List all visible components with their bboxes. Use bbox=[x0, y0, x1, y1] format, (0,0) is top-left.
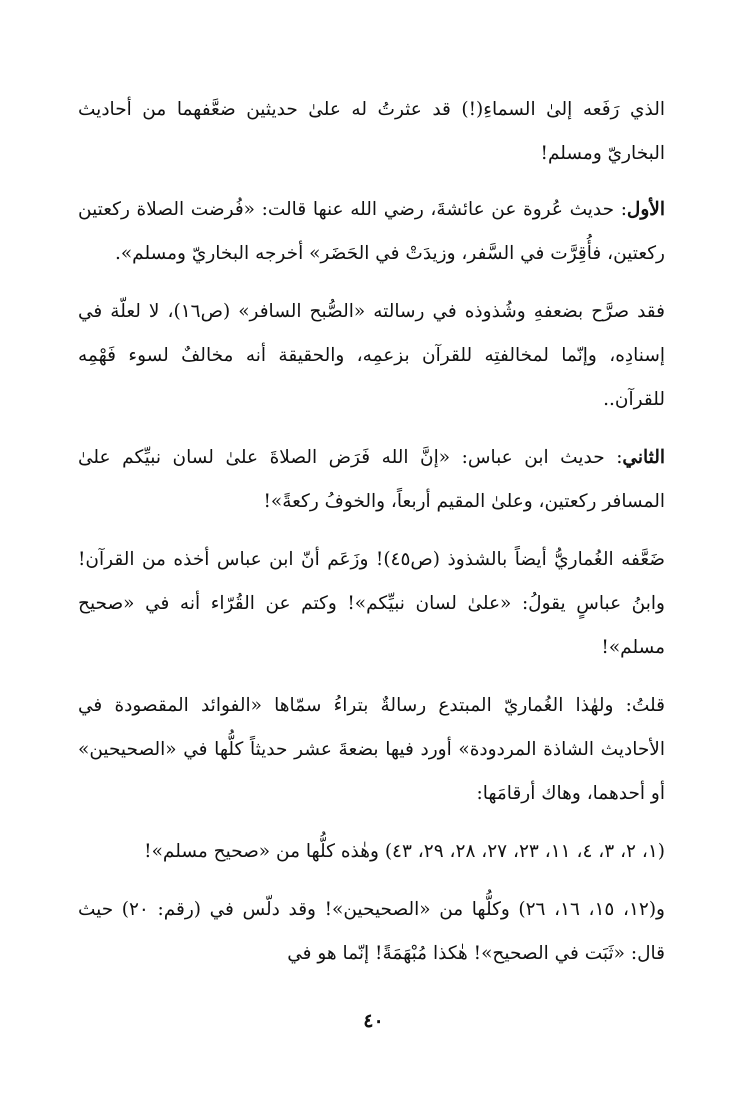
paragraph-8 bbox=[78, 888, 665, 976]
paragraph-3-text: فقد صرَّح بضعفهِ وشُذوذه في رسالته «الصُّبح السافر» (ص١٦)، لا لعلّة في إسنادِه، وإنّما لمخالفتِه للقرآن بزعمِه، والحقيقة أنه مخالفٌ لسوء فَهْمِه للقرآن.. bbox=[78, 301, 665, 410]
paragraph-2 bbox=[78, 188, 665, 276]
paragraph-4-lead: الثاني bbox=[622, 447, 665, 468]
paragraph-4 bbox=[78, 436, 665, 524]
paragraph-2-lead: الأول bbox=[626, 199, 665, 220]
paragraph-4-text: : حديث ابن عباس: «إنَّ الله فَرَض الصلاةَ علىٰ لسان نبيِّكم علىٰ المسافر ركعتين، وعلىٰ المقيم أربعاً، والخوفُ ركعةً»! bbox=[78, 447, 665, 512]
paragraph-7 bbox=[78, 830, 665, 874]
paragraph-6-text: قلتُ: ولهٰذا الغُماريّ المبتدع رسالةٌ بتراءُ سمّاها «الفوائد المقصودة في الأحاديث الشاذة المردودة» أورد فيها بضعةَ عشر حديثاً كلُّها في «الصحيحين» أو أحدهما، وهاك أرقامَها: bbox=[78, 695, 665, 804]
page-number: ٤٠ bbox=[363, 1010, 384, 1032]
paragraph-1 bbox=[78, 88, 665, 176]
paragraph-6 bbox=[78, 684, 665, 816]
paragraph-3 bbox=[78, 290, 665, 422]
paragraph-7-text: (١، ٢، ٣، ٤، ١١، ٢٣، ٢٧، ٢٨، ٢٩، ٤٣) وهٰذه كلُّها من «صحيح مسلم»! bbox=[144, 841, 665, 862]
paragraph-8-text: و(١٢، ١٥، ١٦، ٢٦) وكلُّها من «الصحيحين»! وقد دلّس في (رقم: ٢٠) حيث قال: «ثَبَت في الصحيح»! هٰكذا مُبْهَمَةً! إنّما هو في bbox=[78, 899, 665, 964]
paragraph-5-text: ضَعَّفه الغُماريُّ أيضاً بالشذوذ (ص٤٥)! وزَعَم أنّ ابن عباس أخذه من القرآن! وابنُ عباسٍ يقولُ: «علىٰ لسان نبيِّكم»! وكتم عن القُرّاء أنه في «صحيح مسلم»! bbox=[78, 549, 665, 658]
paragraph-1-text: الذي رَفَعه إلىٰ السماءِ(!) قد عثرتُ له علىٰ حديثين ضعَّفهما من أحاديث البخاريّ ومسلم! bbox=[78, 99, 665, 164]
body-text bbox=[78, 88, 665, 990]
paragraph-5 bbox=[78, 538, 665, 670]
paragraph-2-text: : حديث عُروة عن عائشةَ، رضي الله عنها قالت: «فُرضت الصلاة ركعتين ركعتين، فأُقِرَّت في السَّفر، وزيدَتْ في الحَضَر» أخرجه البخاريّ ومسلم». bbox=[78, 199, 665, 264]
